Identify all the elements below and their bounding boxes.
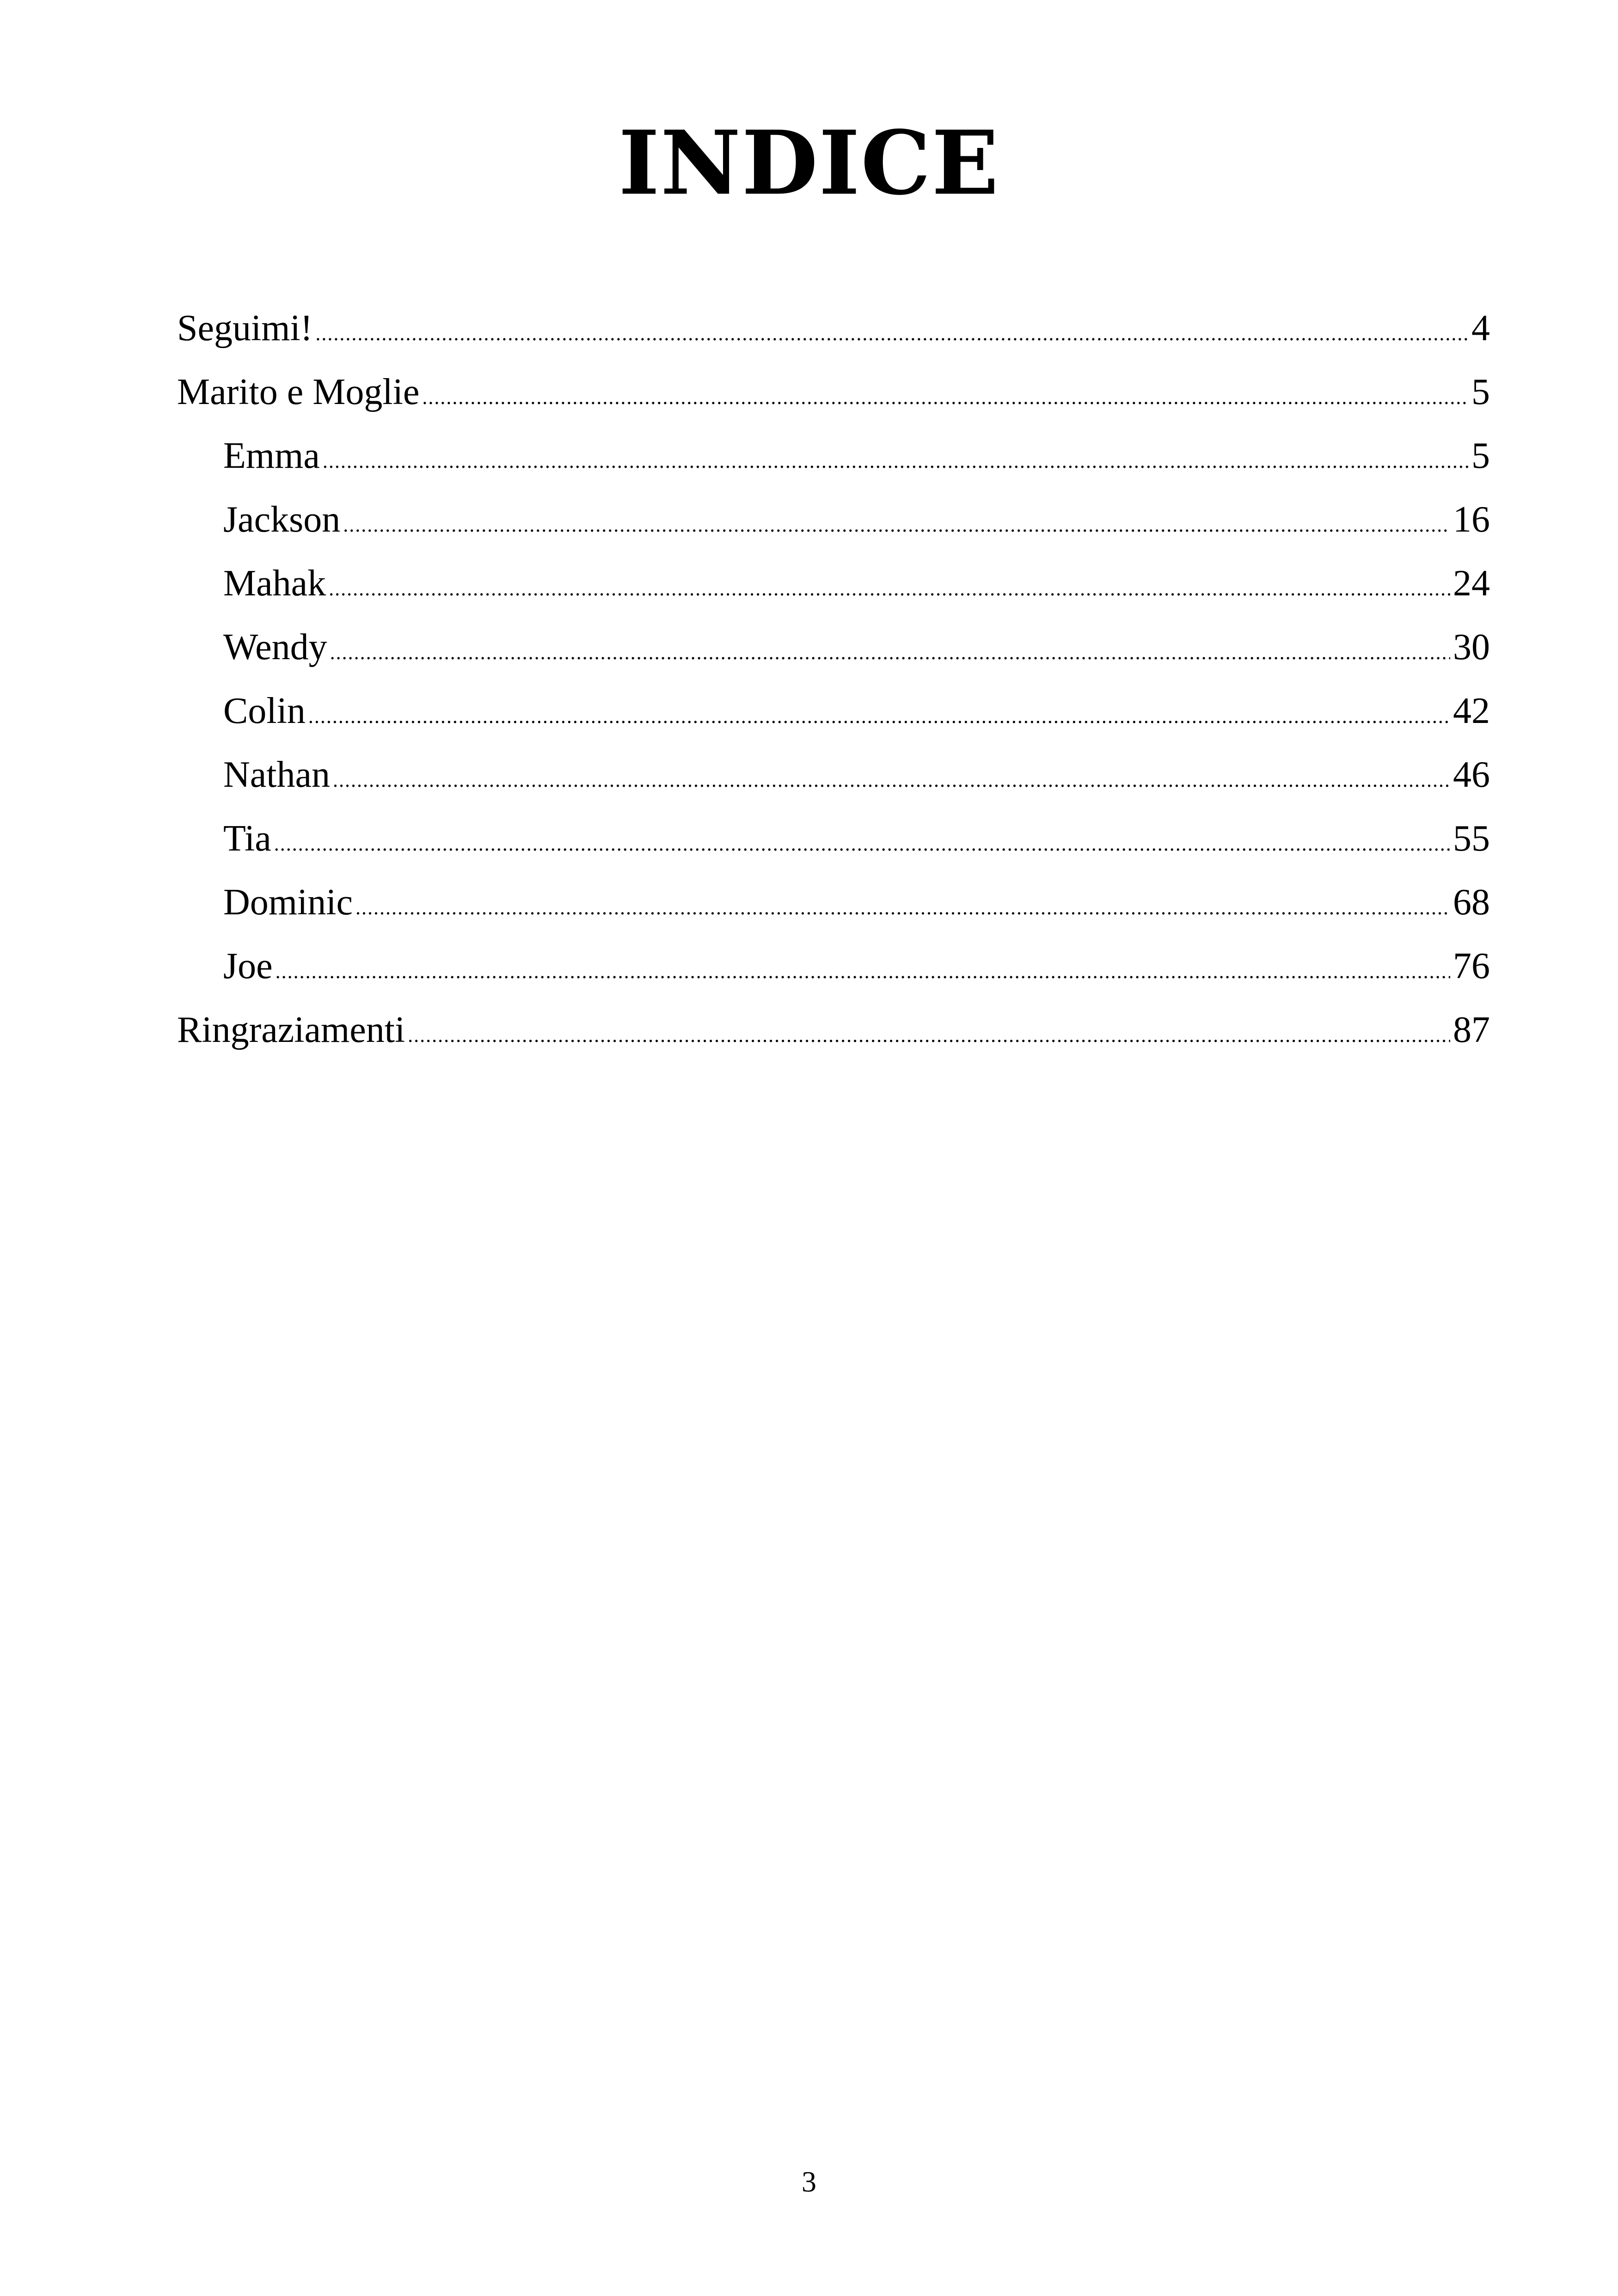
toc-entry-page: 68: [1453, 882, 1490, 923]
toc-entry-page: 46: [1453, 754, 1490, 795]
toc-entry-label: Wendy: [223, 627, 327, 667]
toc-entry-page: 5: [1471, 372, 1490, 412]
toc-entry-page: 24: [1453, 563, 1490, 604]
toc-entry-emma[interactable]: [177, 424, 1490, 488]
toc-entry-label: Mahak: [223, 563, 326, 604]
toc-dot-leader: [408, 1004, 1450, 1067]
toc-entry-wendy[interactable]: [177, 615, 1490, 679]
toc-dot-leader: [343, 493, 1450, 557]
toc-entry-mahak[interactable]: [177, 551, 1490, 615]
toc-dot-leader: [422, 366, 1469, 429]
table-of-contents: [177, 296, 1490, 1062]
toc-entry-tia[interactable]: [177, 807, 1490, 870]
toc-entry-label: Emma: [223, 435, 320, 476]
toc-entry-label: Dominic: [223, 882, 353, 923]
toc-dot-leader: [276, 940, 1450, 1004]
toc-entry-jackson[interactable]: [177, 488, 1490, 551]
toc-entry-label: Tia: [223, 818, 271, 859]
toc-entry-label: Joe: [223, 946, 273, 986]
toc-entry-page: 30: [1453, 627, 1490, 667]
toc-entry-colin[interactable]: [177, 679, 1490, 743]
toc-dot-leader: [274, 812, 1450, 876]
toc-entry-label: Marito e Moglie: [177, 372, 420, 412]
toc-dot-leader: [330, 621, 1450, 685]
toc-entry-label: Seguimi!: [177, 308, 313, 349]
toc-entry-page: 76: [1453, 946, 1490, 986]
page-title: INDICE: [618, 111, 1000, 214]
toc-entry-label: Nathan: [223, 754, 331, 795]
toc-dot-leader: [333, 748, 1450, 812]
page-number: 3: [802, 2165, 816, 2198]
toc-entry-nathan[interactable]: [177, 743, 1490, 807]
toc-entry-page: 5: [1471, 435, 1490, 476]
toc-dot-leader: [323, 429, 1469, 493]
toc-entry-joe[interactable]: [177, 934, 1490, 998]
toc-entry-page: 87: [1453, 1010, 1490, 1050]
toc-dot-leader: [315, 302, 1469, 366]
toc-entry-ringraziamenti[interactable]: [177, 998, 1490, 1062]
toc-entry-marito-e-moglie[interactable]: [177, 360, 1490, 424]
toc-dot-leader: [329, 557, 1450, 621]
toc-entry-label: Ringraziamenti: [177, 1010, 405, 1050]
toc-dot-leader: [355, 876, 1450, 940]
toc-entry-page: 42: [1453, 691, 1490, 731]
toc-dot-leader: [308, 685, 1450, 748]
toc-entry-page: 55: [1453, 818, 1490, 859]
toc-entry-label: Jackson: [223, 499, 341, 540]
toc-entry-label: Colin: [223, 691, 306, 731]
toc-entry-page: 4: [1471, 308, 1490, 349]
toc-entry-page: 16: [1453, 499, 1490, 540]
toc-entry-seguimi[interactable]: [177, 296, 1490, 360]
toc-entry-dominic[interactable]: [177, 870, 1490, 934]
